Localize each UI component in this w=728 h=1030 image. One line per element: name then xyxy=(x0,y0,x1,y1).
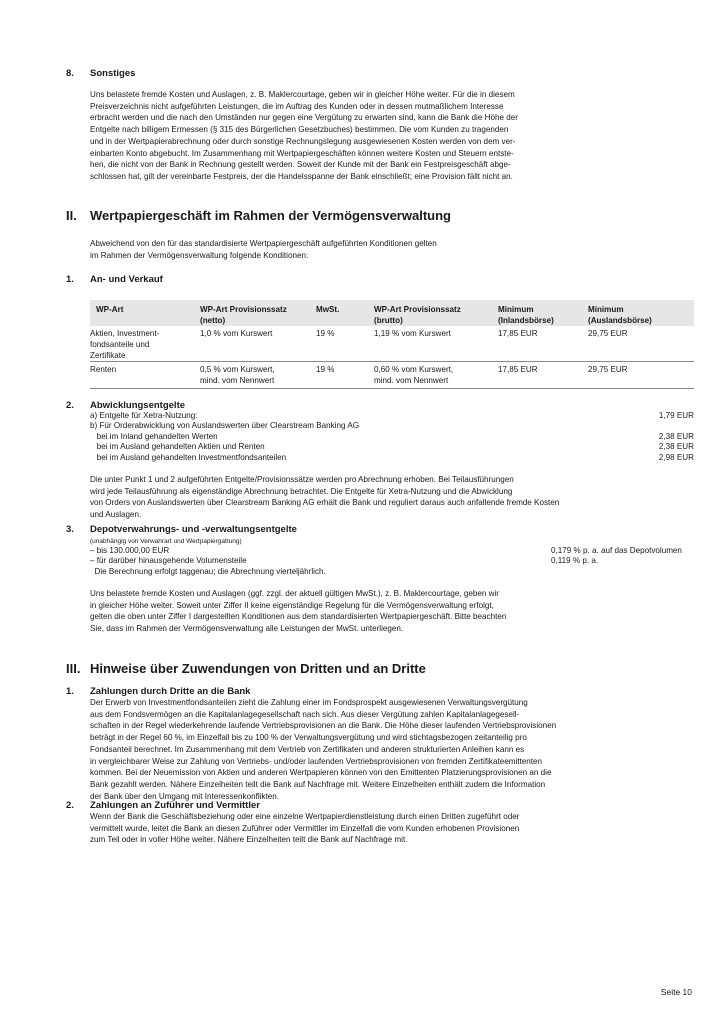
section-number: 8. xyxy=(66,68,74,79)
chapter-intro: Abweichend von den für das standardisierte Wertpapiergeschäft aufgeführten Konditionen gelten im Rahmen der Vermögensverwaltung folgende Konditionen: xyxy=(90,239,437,260)
fee-value: 1,79 EUR xyxy=(658,411,694,420)
table-cell: 1,19 % vom Kurswert xyxy=(374,329,451,338)
subsection-number: 1. xyxy=(66,686,74,697)
table-row xyxy=(90,326,694,362)
subsection-text: Die unter Punkt 1 und 2 aufgeführten Entgelte/Provisionssätze werden pro Abrechnung erhoben. Bei Teilausführungen wird jede Teilausführung als eigenständige Abrechnung betrachtet. Die Entgelte für Xetra-Nutzung und die Abwicklung von Orders von Auslandswerten über Clearstream Banking AG erhält die Bank und reguliert daraus auch anfallende fremde Kosten und Auslagen. xyxy=(90,475,560,520)
section-title: Sonstiges xyxy=(90,68,136,79)
subsection-number: 3. xyxy=(66,524,74,535)
fee-item xyxy=(90,432,694,442)
fee-label: a) Entgelte für Xetra-Nutzung: xyxy=(90,411,198,420)
header-cell: Minimum (Auslandsbörse) xyxy=(588,305,652,325)
table-cell: Renten xyxy=(90,365,117,374)
table-row xyxy=(90,362,694,389)
chapter-title: Hinweise über Zuwendungen von Dritten und an Dritte xyxy=(90,661,426,676)
page-number: Seite 10 xyxy=(660,987,692,997)
fee-table xyxy=(90,300,694,390)
fee-label: bei im Inland gehandelten Werten xyxy=(90,431,218,441)
subsection-text: Wenn der Bank die Geschäftsbeziehung oder eine einzelne Wertpapierdienstleistung durch einen Dritten zugeführt oder vermittelt wurde, leitet die Bank an diesen Zuführer oder Vermittler im Einzelfall die vom Kunden erhobenen Provisionen zum Teil oder in voller Höhe weiter. Nähere Einzelheiten teilt die Bank auf Nachfrage mit. xyxy=(90,812,520,845)
fee-item xyxy=(90,453,694,463)
header-cell: Minimum (Inlandsbörse) xyxy=(498,305,554,325)
fee-item xyxy=(90,567,694,577)
fee-label: b) Für Orderabwicklung von Auslandswerten über Clearstream Banking AG xyxy=(90,421,360,431)
fee-item xyxy=(90,411,694,421)
table-cell: 17,85 EUR xyxy=(498,329,538,338)
table-header xyxy=(90,300,694,326)
section-text: Uns belastete fremde Kosten und Auslagen, z. B. Maklercourtage, geben wir in gleicher Höhe weiter. Für die in diesem Preisverzeichnis nicht aufgeführten Leistungen, die im Auftrag des Kunden oder in dessen mutmaßlichem Interesse erbracht werden und die nach den Umständen nur gegen eine Vergütung zu erwarten sind, kann die Bank die Höhe der Entgelte nach billigem Ermessen (§ 315 des Bürgerlichen Gesetzbuches) bestimmen. Die vom Kunden zu tragenden und in der Wertpapierabrechnung oder durch sonstige Rechnungslegung ausgewiesenen Kosten werden von dem ver- einbarten Konto abgebucht. Im Zusammenhang mit Wertpapiergeschäften können weitere Kosten und Steuern entste- hen, die nicht von der Bank in Rechnung gestellt werden. Soweit der Kunde mit der Bank ein Festpreisgeschäft abge- schlossen hat, gilt der vereinbarte Festpreis, der die Handelsspanne der Bank einschließt; eine Provision fällt nicht an. xyxy=(90,90,518,181)
fee-label: bei im Ausland gehandelten Aktien und Renten xyxy=(90,442,265,452)
subsection-text: Uns belastete fremde Kosten und Auslagen (ggf. zzgl. der aktuell gültigen MwSt.), z. B. Maklercourtage, geben wir in gleicher Höhe weiter. Soweit unter Ziffer II keine eigenständige Regelung für die Vermögensverwaltung erfolgt, gelten die oben unter Ziffer I dargestellten Konditionen aus dem standardisierten Wertpapiergeschäft. Bitte beachten Sie, dass im Rahmen der Vermögensverwaltung alle Leistungen der MwSt. unterliegen. xyxy=(90,589,507,634)
fee-label: – für darüber hinausgehende Volumensteile xyxy=(90,556,247,566)
table-cell: 0,5 % vom Kurswert, mind. vom Nennwert xyxy=(200,365,275,385)
table-cell: Aktien, Investment- fondsanteile und Zertifikate xyxy=(90,329,160,360)
fee-value: 0,119 % p. a. xyxy=(551,556,599,566)
table-cell: 1,0 % vom Kurswert xyxy=(200,329,273,338)
header-cell: WP-Art Provisionssatz (netto) xyxy=(200,305,287,325)
fee-item xyxy=(90,421,694,431)
table-cell: 19 % xyxy=(316,365,335,374)
table-cell: 0,60 % vom Kurswert, mind. vom Nennwert xyxy=(374,365,454,385)
subsection-number: 1. xyxy=(66,274,74,285)
table-cell: 29,75 EUR xyxy=(588,365,628,374)
table-cell: 17,85 EUR xyxy=(498,365,538,374)
subsection-title: Zahlungen durch Dritte an die Bank xyxy=(90,686,251,697)
subsection-title: Depotverwahrungs- und -verwaltungsentgelte xyxy=(90,524,297,535)
chapter-number: III. xyxy=(66,661,81,676)
subsection-title: Zahlungen an Zuführer und Vermittler xyxy=(90,800,260,811)
chapter-title: Wertpapiergeschäft im Rahmen der Vermögensverwaltung xyxy=(90,208,451,223)
fee-value: 2,38 EUR xyxy=(658,431,694,441)
subsection-title: An- und Verkauf xyxy=(90,274,163,285)
chapter-number: II. xyxy=(66,208,77,223)
subsection-title: Abwicklungsentgelte xyxy=(90,400,186,411)
fee-value: 2,98 EUR xyxy=(658,452,694,462)
fee-label: – bis 130.000,00 EUR xyxy=(90,546,170,555)
table-cell: 29,75 EUR xyxy=(588,329,628,338)
subsection-note: (unabhängig von Verwahrart und Wertpapiergattung) xyxy=(90,538,242,545)
subsection-number: 2. xyxy=(66,400,74,411)
subsection-text: Der Erwerb von Investmentfondsanteilen zieht die Zahlung einer im Fondsprospekt ausgewiesenen Verwaltungsvergütung aus dem Fondsvermögen an die Kapitalanlagegesellschaft nach sich. Aus dieser Vergütung zahlen Kapitalanlagegesell- schaften in der Regel wiederkehrende laufende Vertriebsprovisionen an die Bank. Die Höhe dieser laufenden Vertriebsprovisionen beträgt in der Regel 60 %, im Einzelfall bis zu 100 % der Verwaltungsvergütung und wird stichtagsbezogen zeitanteilig pro Fondsanteil berechnet. Im Zusammenhang mit dem Vertrieb von Zertifikaten und anderen strukturierten Anleihen kann es in vergleichbarer Weise zur Zahlung von Vertriebs- und/oder laufenden Vertriebsprovisionen von fremden Zertifikateemittenten kommen. Bei der Neuemission von Aktien und anderen Wertpapieren können von den Emittenten Platzierungsprovisionen an die Bank gezahlt werden. Nähere Einzelheiten teilt die Bank auf Nachfrage mit. Weitere Einzelheiten enthält zudem die Information der Bank über den Umgang mit Interessenkonflikten. xyxy=(90,698,557,801)
header-cell: WP-Art Provisionssatz (brutto) xyxy=(374,305,461,325)
header-cell: MwSt. xyxy=(316,305,340,314)
fee-label: Die Berechnung erfolgt taggenau; die Abrechnung vierteljährlich. xyxy=(90,566,326,576)
fee-value: 2,38 EUR xyxy=(658,442,694,452)
header-cell: WP-Art xyxy=(96,305,124,314)
subsection-number: 2. xyxy=(66,800,74,811)
fee-label: bei im Ausland gehandelten Investmentfondsanteilen xyxy=(90,452,287,462)
fee-item xyxy=(90,442,694,452)
fee-value: 0,179 % p. a. auf das Depotvolumen xyxy=(551,546,682,555)
table-cell: 19 % xyxy=(316,329,335,338)
fee-item xyxy=(90,556,694,566)
fee-item xyxy=(90,546,694,556)
